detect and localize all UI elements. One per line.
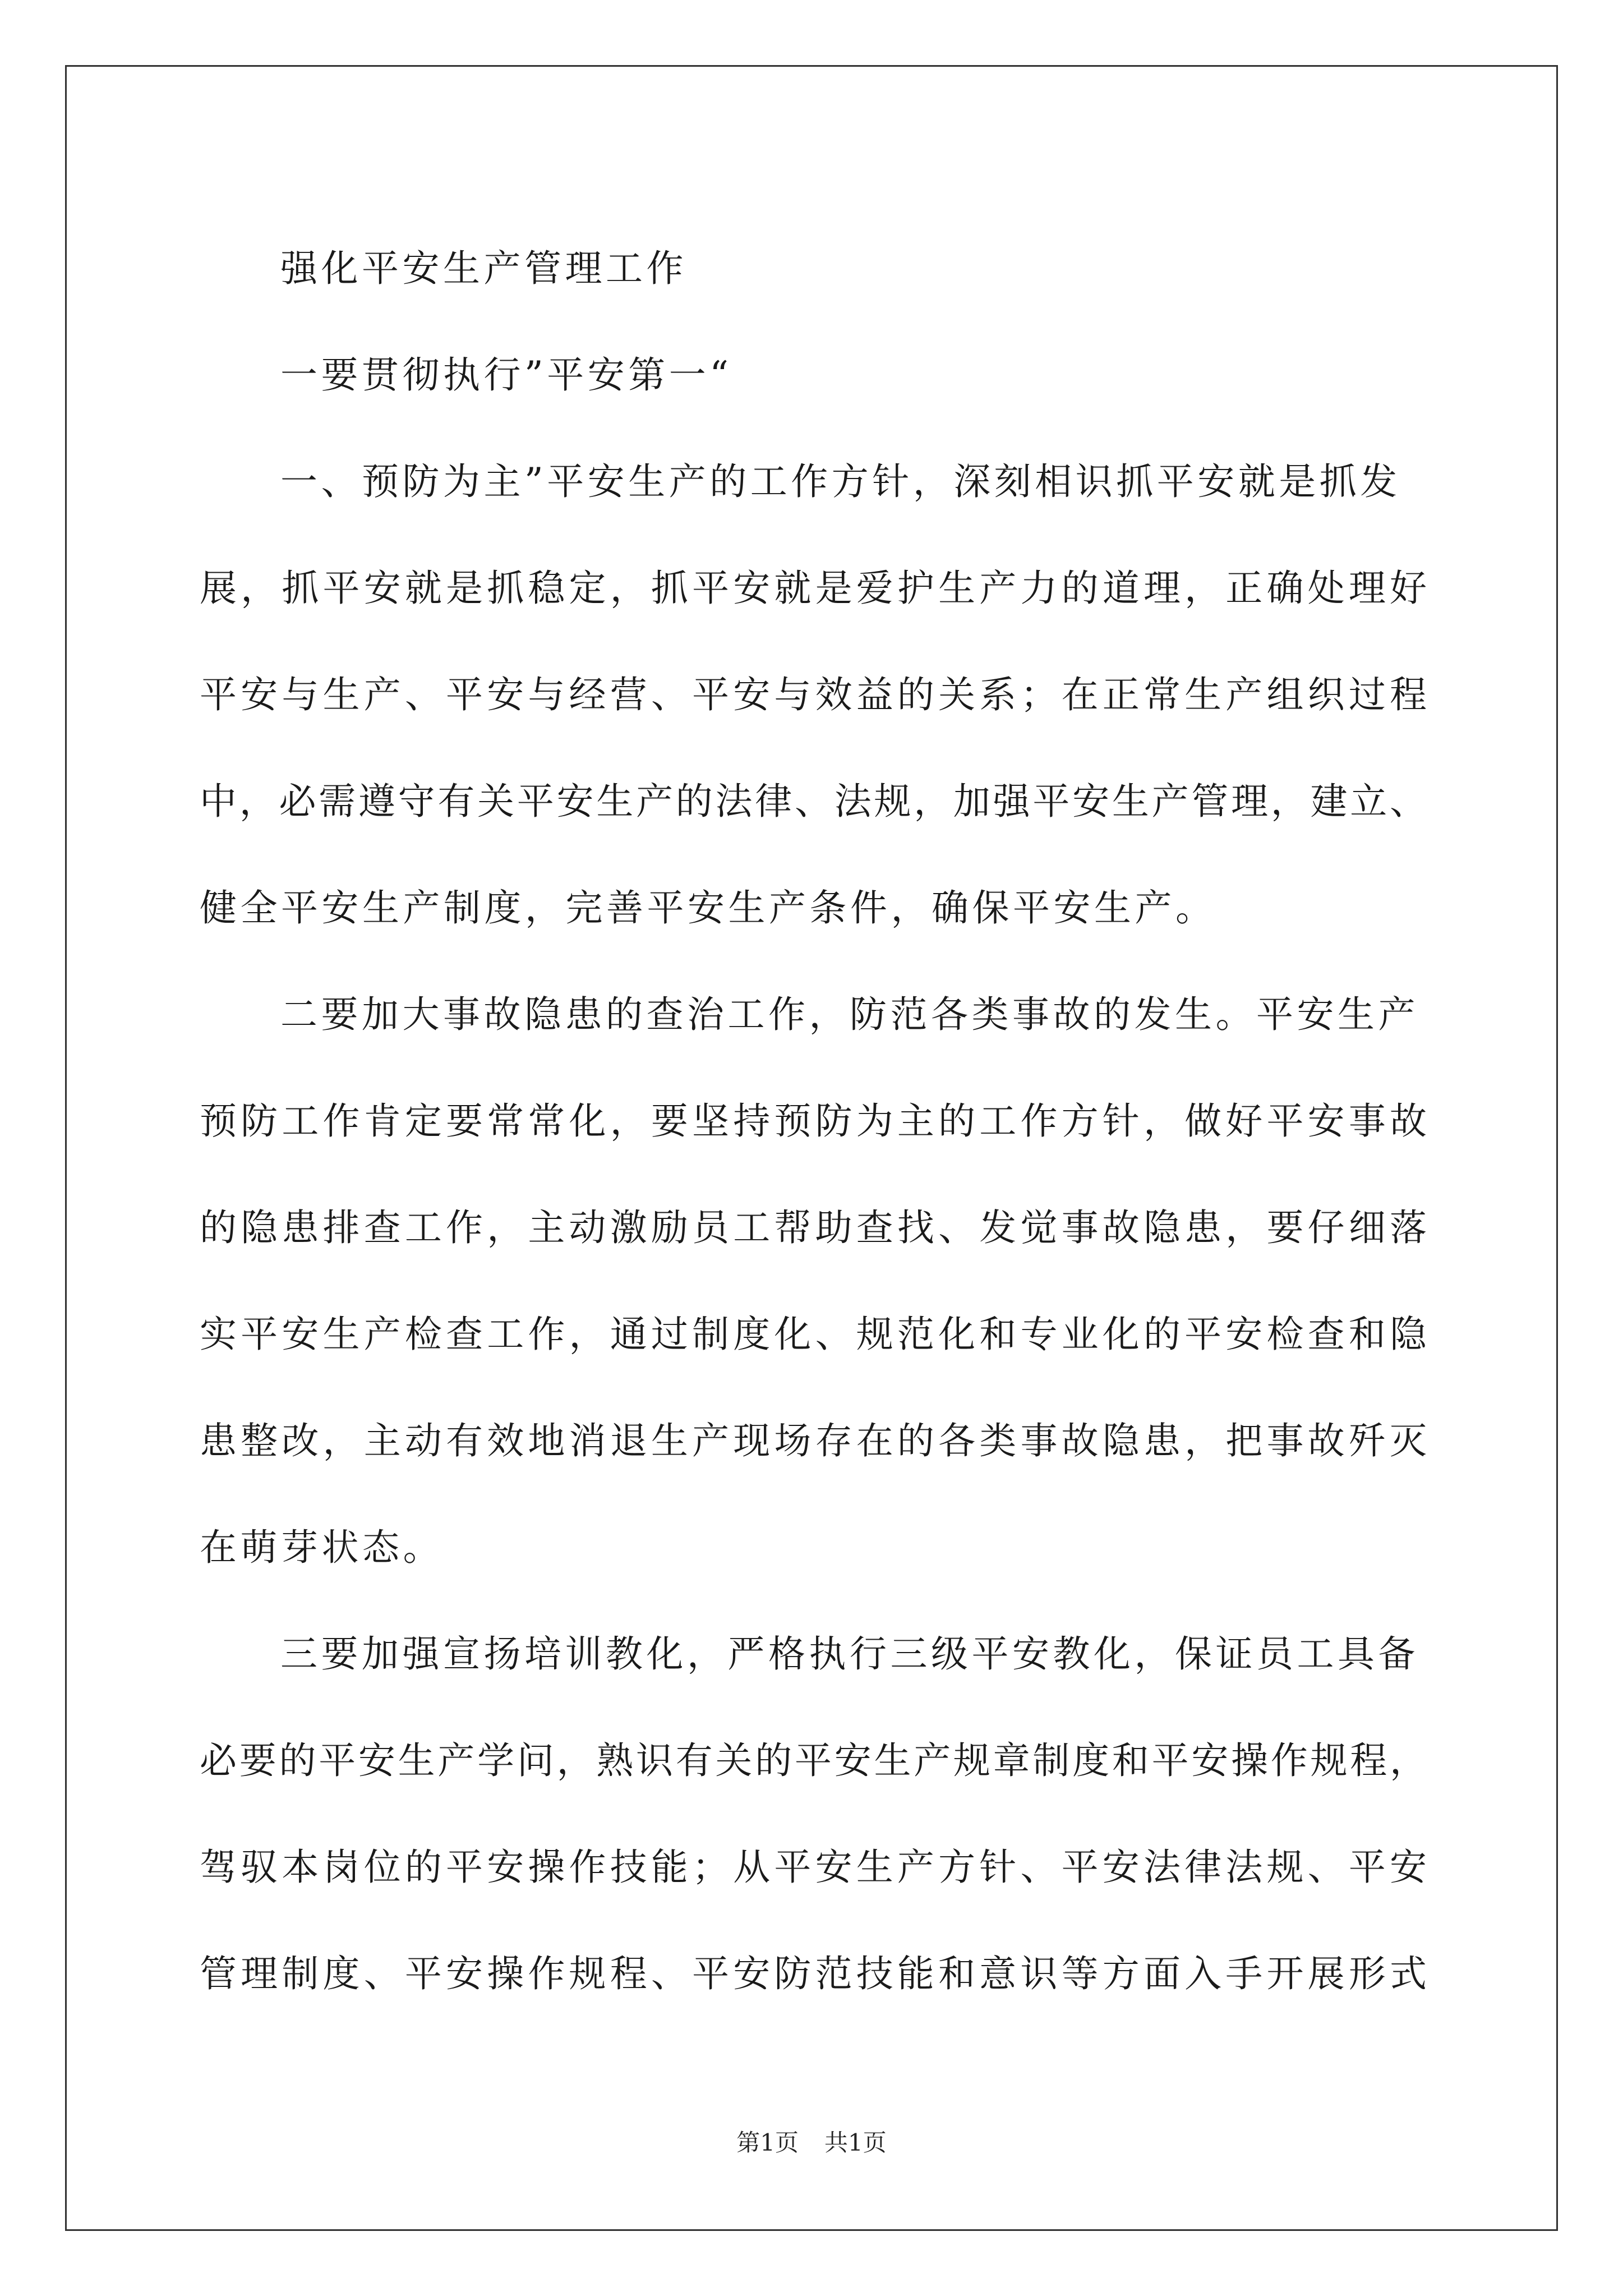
paragraph-line: 健全平安生产制度，完善平安生产条件，确保平安生产。 (200, 886, 1216, 930)
paragraph-line: 中，必需遵守有关平安生产的法律、法规，加强平安生产管理，建立、 (200, 780, 1427, 823)
paragraph-line: 展，抓平安就是抓稳定，抓平安就是爱护生产力的道理，正确处理好 (200, 567, 1427, 610)
paragraph-line: 患整改，主动有效地消退生产现场存在的各类事故隐患，把事故歼灭 (200, 1419, 1427, 1462)
paragraph-line: 在萌芽状态。 (200, 1526, 444, 1569)
paragraph-line: 一要贯彻执行”平安第一“ (280, 353, 732, 397)
paragraph-line: 驾驭本岗位的平安操作技能；从平安生产方针、平安法律法规、平安 (200, 1846, 1427, 1889)
paragraph-line: 平安与生产、平安与经营、平安与效益的关系；在正常生产组织过程 (200, 673, 1427, 716)
page-footer (0, 2129, 1623, 2157)
page-number: 第1页 (736, 2129, 799, 2156)
paragraph-line: 三要加强宣扬培训教化，严格执行三级平安教化，保证员工具备 (280, 1632, 1419, 1676)
document-title: 强化平安生产管理工作 (280, 247, 687, 290)
paragraph-line: 的隐患排查工作，主动激励员工帮助查找、发觉事故隐患，要仔细落 (200, 1206, 1427, 1249)
paragraph-line: 预防工作肯定要常常化，要坚持预防为主的工作方针，做好平安事故 (200, 1099, 1427, 1143)
document-body (200, 215, 1427, 2027)
paragraph-line: 必要的平安生产学问，熟识有关的平安生产规章制度和平安操作规程， (200, 1739, 1427, 1782)
paragraph-line: 实平安生产检查工作，通过制度化、规范化和专业化的平安检查和隐 (200, 1313, 1427, 1356)
paragraph-line: 二要加大事故隐患的查治工作，防范各类事故的发生。平安生产 (280, 993, 1419, 1036)
paragraph-line: 管理制度、平安操作规程、平安防范技能和意识等方面入手开展形式 (200, 1952, 1427, 1995)
paragraph-line: 一、预防为主”平安生产的工作方针，深刻相识抓平安就是抓发 (280, 460, 1401, 503)
page-total: 共1页 (824, 2129, 887, 2156)
